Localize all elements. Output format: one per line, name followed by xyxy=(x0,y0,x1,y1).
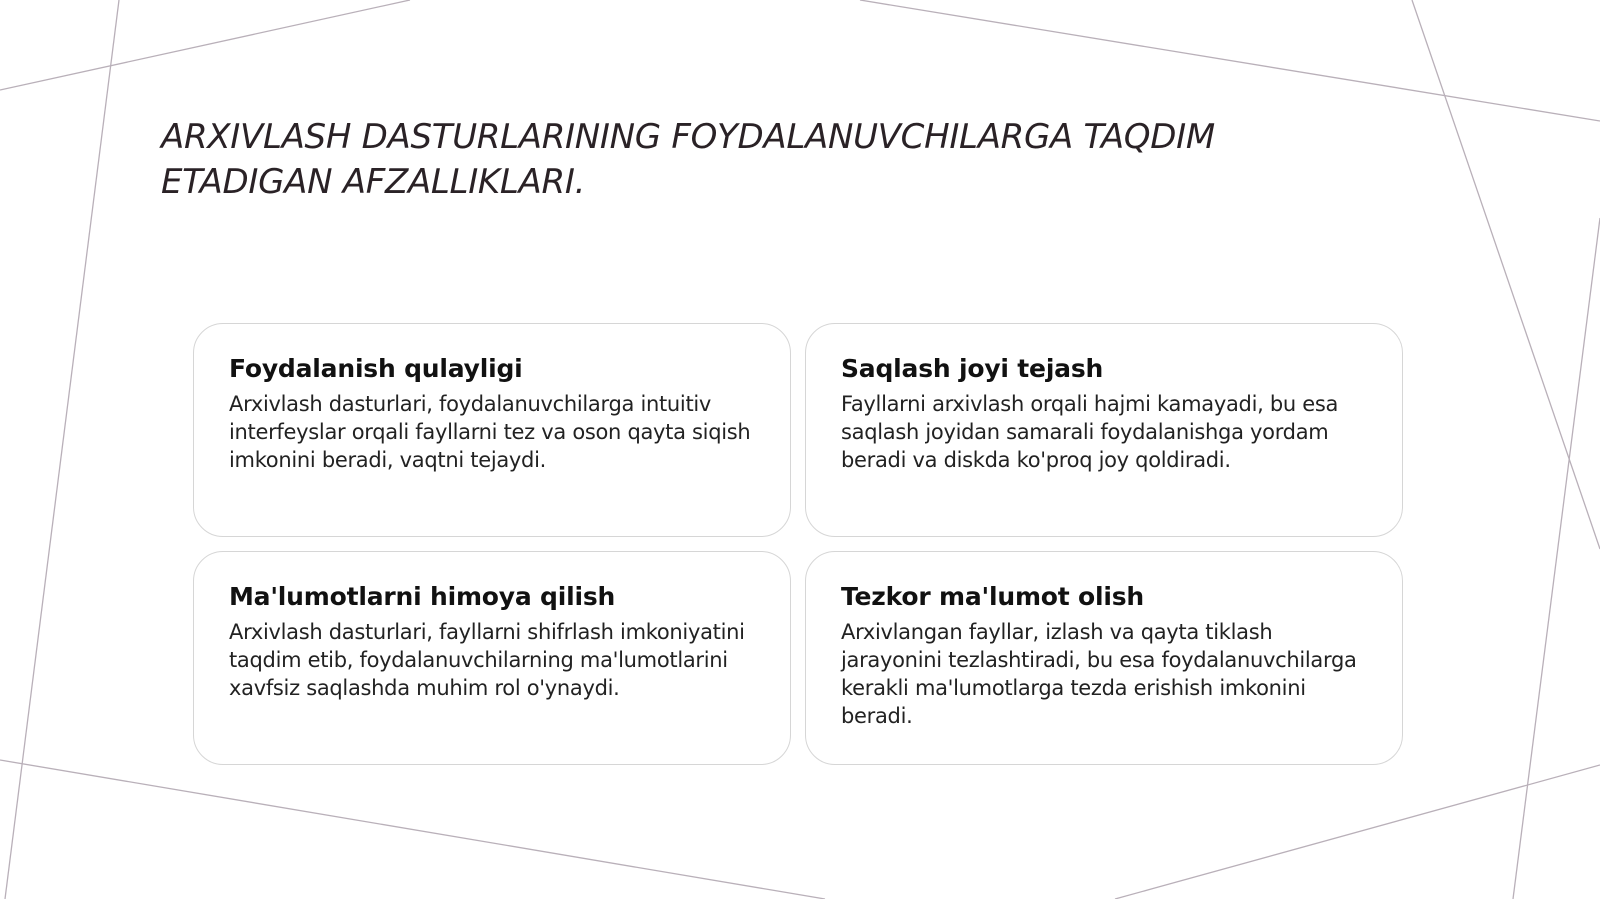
card-heading: Foydalanish qulayligi xyxy=(229,354,523,383)
card-body: Arxivlash dasturlari, foydalanuvchilarga intuitiv interfeyslar orqali fayllarni tez va oson qayta siqish imkonini beradi, vaqtni tejaydi. xyxy=(229,392,751,472)
card-heading: Saqlash joyi tejash xyxy=(841,354,1104,383)
card-storage-saving xyxy=(805,323,1403,537)
slide-title: ARXIVLASH DASTURLARINING FOYDALANUVCHILARGA TAQDIM ETADIGAN AFZALLIKLARI. xyxy=(161,117,1215,202)
card-heading: Tezkor ma'lumot olish xyxy=(841,582,1145,611)
card-heading: Ma'lumotlarni himoya qilish xyxy=(229,582,616,611)
card-data-protection xyxy=(193,551,791,765)
card-fast-retrieval xyxy=(805,551,1403,765)
card-body: Fayllarni arxivlash orqali hajmi kamayadi, bu esa saqlash joyidan samarali foydalanishga yordam beradi va diskda ko'proq joy qoldiradi. xyxy=(841,392,1339,472)
card-ease-of-use xyxy=(193,323,791,537)
card-body: Arxivlangan fayllar, izlash va qayta tiklash jarayonini tezlashtiradi, bu esa foydalanuvchilarga kerakli ma'lumotlarga tezda erishish imkonini beradi. xyxy=(841,620,1357,728)
card-body: Arxivlash dasturlari, fayllarni shifrlash imkoniyatini taqdim etib, foydalanuvchilarning ma'lumotlarini xavfsiz saqlashda muhim rol o'ynaydi. xyxy=(229,620,745,700)
